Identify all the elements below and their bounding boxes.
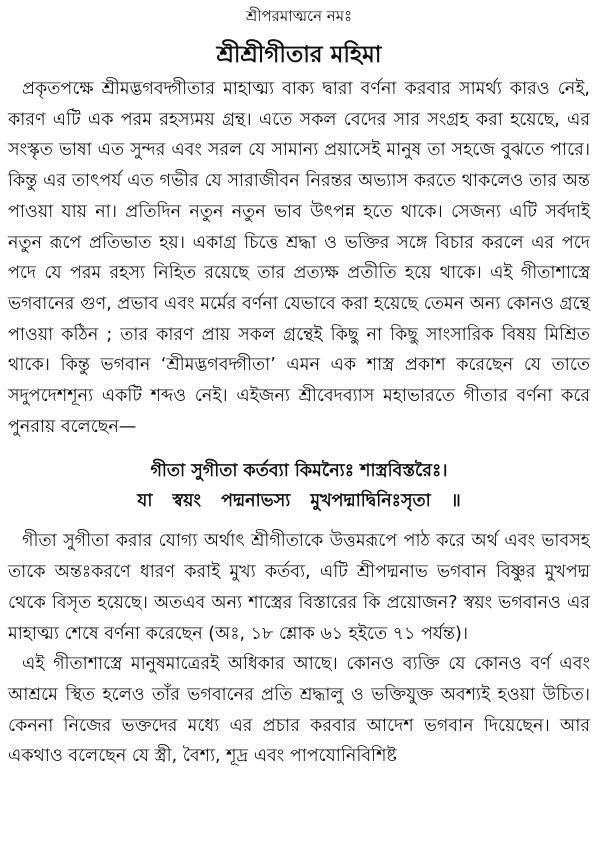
paragraph-intro: প্রকৃতপক্ষে শ্রীমদ্ভগবদ্গীতার মাহাত্ম্য বাক্য দ্বারা বর্ণনা করবার সামর্থ্য কারও নেই, কারণ এটি এক পরম রহস্যময় গ্রন্থ। এতে সকল বেদের সার সংগ্রহ করা হয়েছে, এর সংস্কৃত ভাষা এত সুন্দর এবং সরল যে সামান্য প্রয়াসেই মানুষ তা সহজে বুঝতে পারে। কিন্তু এর তাৎপর্য এত গভীর যে সারাজীবন নিরন্তর অভ্যাস করতে থাকলেও তার অন্ত পাওয়া যায় না। প্রতিদিন নতুন নতুন ভাব উৎপন্ন হতে থাকে। সেজন্য এটি সর্বদাই নতুন রূপে প্রতিভাত হয়। একাগ্র চিত্তে শ্রদ্ধা ও ভক্তির সঙ্গে বিচার করলে এর পদে পদে যে পরম রহস্য নিহিত রয়েছে তার প্রত্যক্ষ প্রতীতি হয়ে থাকে। এই গীতাশাস্ত্রে ভগবানের গুণ, প্রভাব এবং মর্মের বর্ণনা যেভাবে করা হয়েছে তেমন অন্য কোনও গ্রন্থে পাওয়া কঠিন ; তার কারণ প্রায় সকল গ্রন্থেই কিছু না কিছু সাংসারিক বিষয় মিশ্রিত থাকে। কিন্তু ভগবান ‘শ্রীমদ্ভগবদ্গীতা’ এমন এক শাস্ত্র প্রকাশ করেছেন যে তাতে সদুপদেশশূন্য একটি শব্দও নেই। এইজন্য শ্রীবেদব্যাস মহাভারতে গীতার বর্ণনা করে পুনরায় বলেছেন— — [8, 79, 590, 437]
invocation-header: শ্রীপরমাত্মনে নমঃ — [245, 7, 353, 25]
paragraph-eligibility: এই গীতাশাস্ত্রে মানুষমাত্রেরই অধিকার আছে। কোনও ব্যক্তি যে কোনও বর্ণ এবং আশ্রমে স্থিত হলেও তাঁর ভগবানের প্রতি শ্রদ্ধালু ও ভক্তিযুক্ত অবশ্যই হওয়া উচিত। কেননা নিজের ভক্তদের মধ্যে এর প্রচার করবার আদেশ ভগবান দিয়েছেন। আর একথাও বলেছেন যে স্ত্রী, বৈশ্য, শূদ্র এবং পাপযোনিবিশিষ্ট — [8, 654, 590, 767]
verse-line-2: যা স্বয়ং পদ্মনাভস্য মুখপদ্মাদ্বিনিঃসৃতা ॥ — [137, 491, 461, 512]
verse-line-1: গীতা সুগীতা কর্তব্যা কিমন্যৈঃ শাস্ত্রবিস্তরৈঃ। — [150, 461, 448, 482]
paragraph-explanation: গীতা সুগীতা করার যোগ্য অর্থাৎ শ্রীগীতাকে উত্তমরূপে পাঠ করে অর্থ এবং ভাবসহ তাকে অন্তঃকরণে ধারণ করাই মুখ্য কর্তব্য, এটি শ্রীপদ্মনাভ ভগবান বিষ্ণুর মুখপদ্ম থেকে বিসৃত হয়েছে। অতএব অন্য শাস্ত্রের বিস্তারের কি প্রয়োজন? স্বয়ং ভগবানও এর মাহাত্ম্য শেষে বর্ণনা করেছেন (অঃ, ১৮ শ্লোক ৬১ হইতে ৭১ পর্যন্ত)। — [8, 531, 590, 644]
sanskrit-verse — [8, 456, 590, 516]
page-title: শ্রীশ্রীগীতার মহিমা — [216, 42, 382, 68]
